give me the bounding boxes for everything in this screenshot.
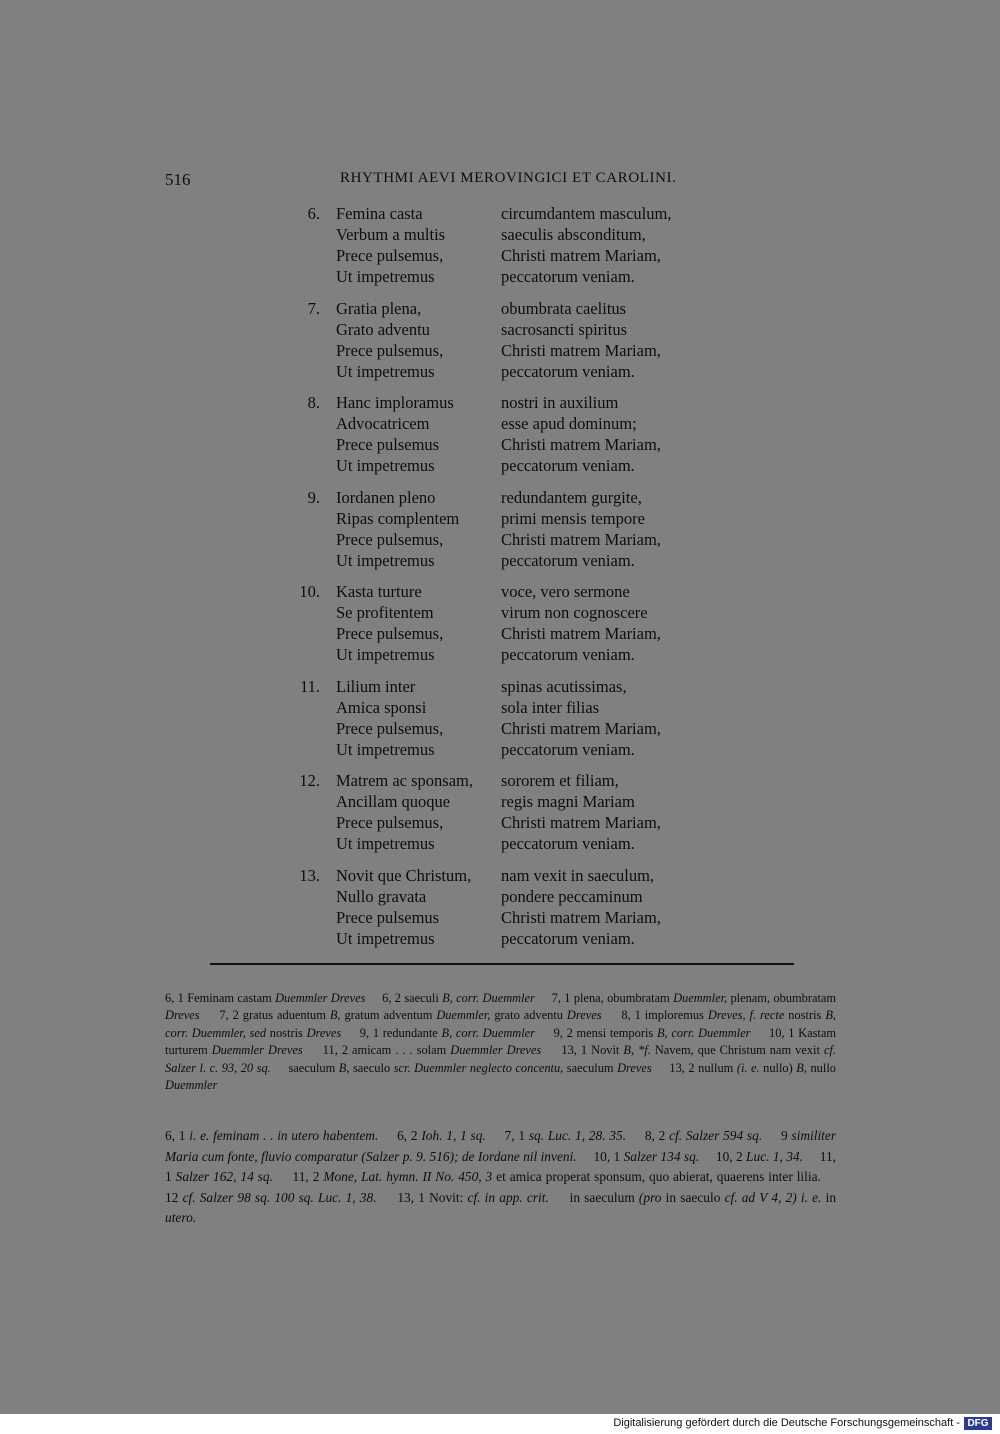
stanza	[290, 581, 760, 665]
verse-line	[290, 907, 760, 928]
verse-line	[290, 487, 760, 508]
verse-first-half: Ut impetremus	[336, 739, 435, 759]
verse-line	[290, 529, 760, 550]
verse-first-half: Grato adventu	[336, 319, 430, 339]
stanza	[290, 203, 760, 287]
verse-second-half: Christi matrem Mariam,	[501, 435, 661, 454]
source-note-segment: Salzer 162, 14 sq.	[175, 1169, 273, 1185]
apparatus-segment: grato adventu	[490, 1008, 567, 1023]
apparatus-segment: Duemmler Dreves	[275, 991, 366, 1005]
verse-second-half: sacrosancti spiritus	[501, 319, 628, 339]
verse-line	[290, 602, 760, 623]
verse-second-half: peccatorum veniam.	[501, 928, 635, 948]
verse-second-half: Christi matrem Mariam,	[501, 246, 661, 265]
verse-line	[290, 718, 760, 739]
verse-line	[290, 392, 760, 413]
stanza	[290, 676, 760, 760]
verse-second-half: peccatorum veniam.	[501, 739, 635, 759]
verse-line	[290, 319, 760, 340]
verse-line	[290, 413, 760, 434]
apparatus-segment: 13, 1 Novit	[541, 1043, 624, 1058]
verse-line	[290, 739, 760, 760]
verse-first-half: Prece pulsemus,	[336, 340, 444, 360]
stanza-number: 10.	[299, 582, 320, 601]
source-note-segment: cf. Salzer 594 sq.	[669, 1128, 763, 1143]
verse-first-half: Lilium inter	[336, 676, 416, 696]
verse-second-half: Christi matrem Mariam,	[501, 907, 661, 927]
source-note-segment: 13, 1 Novit:	[376, 1189, 468, 1205]
source-note-segment: in	[821, 1189, 837, 1205]
verse-first-half: Prece pulsemus,	[336, 718, 444, 738]
verse-second-half: spinas acutissimas,	[501, 676, 627, 696]
verse-second-half: nostri in auxilium	[501, 393, 619, 412]
apparatus-segment: nostris	[784, 1008, 826, 1023]
source-note-segment: 11, 2	[272, 1169, 324, 1185]
verse-second-half: Christi matrem Mariam,	[501, 813, 661, 832]
verse-line	[290, 298, 760, 319]
apparatus-segment: Duemmler	[165, 1078, 218, 1093]
source-note-segment: cf. ad V 4, 2) i. e.	[724, 1189, 822, 1205]
apparatus-segment: Duemmler,	[673, 991, 728, 1005]
stanza-number: 9.	[307, 487, 320, 507]
verse-second-half: peccatorum veniam.	[501, 456, 635, 475]
source-note-segment: 6, 2	[378, 1128, 422, 1143]
apparatus-segment: nullo)	[759, 1060, 797, 1075]
verse-line	[290, 455, 760, 476]
verse-first-half: Hanc imploramus	[336, 393, 454, 412]
verse-first-half: Novit que Christum,	[336, 865, 472, 885]
apparatus-segment: Duemmler Dreves	[450, 1043, 542, 1058]
verse-line	[290, 928, 760, 949]
verse-first-half: Kasta turture	[336, 582, 422, 601]
verse-first-half: Ut impetremus	[336, 928, 435, 948]
footer-credit: Digitalisierung gefördert durch die Deutsche Forschungsgemeinschaft -	[613, 1417, 960, 1429]
footer-bar	[0, 1414, 1000, 1434]
verse-second-half: obumbrata caelitus	[501, 298, 627, 318]
verse-first-half: Prece pulsemus,	[336, 813, 444, 832]
verse-second-half: regis magni Mariam	[501, 792, 635, 811]
verse-second-half: sororem et filiam,	[501, 771, 619, 790]
verse-first-half: Ut impetremus	[336, 834, 435, 853]
critical-apparatus	[165, 990, 836, 1094]
stanza	[290, 487, 760, 571]
verse-line	[290, 644, 760, 665]
apparatus-segment: Duemmler Dreves	[211, 1043, 303, 1058]
source-note-segment: similiter Maria cum fonte, fluvio comparatur (Salzer p. 9. 516); de Iordane nil inveni.	[165, 1128, 837, 1164]
source-note-segment: 11, 1	[165, 1148, 836, 1185]
verse-first-half: Amica sponsi	[336, 697, 427, 717]
apparatus-segment: 9, 1 redundante	[341, 1025, 442, 1040]
apparatus-segment: 8, 1 imploremus	[601, 1008, 708, 1023]
verse-second-half: peccatorum veniam.	[501, 834, 635, 853]
verse-line	[290, 361, 760, 382]
verse-line	[290, 508, 760, 529]
stanza-number: 11.	[299, 676, 320, 696]
verse-first-half: Prece pulsemus,	[336, 246, 444, 265]
verse-second-half: nam vexit in saeculum,	[501, 865, 655, 885]
apparatus-segment: 7, 2 gratus aduentum	[199, 1008, 330, 1023]
verse-line	[290, 623, 760, 644]
verse-line	[290, 581, 760, 602]
verse-first-half: Prece pulsemus,	[336, 529, 444, 549]
source-note-segment: et amica properat sponsum, quo abierat, quaerens inter lilia.	[492, 1169, 821, 1185]
apparatus-segment: B,	[338, 1060, 350, 1075]
stanza	[290, 392, 760, 476]
verse-line	[290, 886, 760, 907]
source-note-segment: 6, 1	[165, 1128, 190, 1143]
stanza-number: 13.	[299, 865, 320, 885]
apparatus-segment: gratum adventum	[340, 1008, 437, 1023]
verse-second-half: peccatorum veniam.	[501, 267, 635, 286]
apparatus-segment: Dreves	[566, 1008, 602, 1023]
verse-first-half: Verbum a multis	[336, 225, 446, 244]
source-note-segment: Mone, Lat. hymn. II No. 450, 3	[323, 1169, 493, 1185]
verse-second-half: sola inter filias	[501, 697, 600, 717]
stanza	[290, 770, 760, 854]
source-note-segment: 9	[762, 1128, 792, 1143]
verse-first-half: Ut impetremus	[336, 361, 435, 381]
source-note-segment: (pro	[638, 1189, 662, 1205]
verse-second-half: esse apud dominum;	[501, 414, 637, 433]
apparatus-segment: B,	[329, 1008, 341, 1023]
apparatus-segment: plenam, obumbratam	[727, 991, 837, 1005]
apparatus-segment: 13, 2 nullum	[651, 1060, 737, 1075]
verse-line	[290, 676, 760, 697]
verse-line	[290, 833, 760, 854]
verse-line	[290, 245, 760, 266]
verse-first-half: Nullo gravata	[336, 886, 427, 906]
verse-second-half: redundantem gurgite,	[501, 487, 642, 507]
apparatus-segment: B, corr. Duemmler	[656, 1025, 751, 1040]
verse-first-half: Ancillam quoque	[336, 792, 451, 811]
source-note-segment: 12	[165, 1169, 836, 1205]
apparatus-segment: cf. Salzer l. c. 93, 20 sq.	[165, 1043, 837, 1075]
apparatus-segment: 11, 2 amicam . . . solam	[302, 1043, 451, 1058]
apparatus-segment: Navem, que Christum nam vexit	[650, 1043, 824, 1058]
verse-first-half: Matrem ac sponsam,	[336, 771, 474, 790]
verse-line	[290, 791, 760, 812]
apparatus-segment: B, *f.	[623, 1043, 651, 1058]
verse-first-half: Gratia plena,	[336, 298, 422, 318]
verse-line	[290, 224, 760, 245]
apparatus-segment: B, corr. Duemmler	[441, 1025, 535, 1040]
running-title: RHYTHMI AEVI MEROVINGICI ET CAROLINI.	[340, 170, 677, 186]
stanza	[290, 865, 760, 949]
verse-second-half: circumdantem masculum,	[501, 204, 672, 223]
source-note-segment: Salzer 134 sq.	[623, 1148, 700, 1164]
source-note-segment: 7, 1	[485, 1128, 529, 1143]
verse-second-half: pondere peccaminum	[501, 886, 643, 906]
verse-line	[290, 865, 760, 886]
source-note-segment: sq. Luc. 1, 28. 35.	[528, 1128, 627, 1143]
apparatus-segment: Dreves	[165, 1008, 200, 1023]
verse-line	[290, 340, 760, 361]
stanza-number: 12.	[299, 771, 320, 790]
source-note-segment: utero.	[165, 1210, 197, 1226]
verse-first-half: Ripas complentem	[336, 508, 460, 528]
verse-line	[290, 550, 760, 571]
apparatus-segment: 10, 1 Kastam turturem	[165, 1025, 837, 1058]
source-note-segment: Luc. 1, 34.	[746, 1148, 803, 1164]
source-note-segment: i. e. feminam . . in utero habentem.	[189, 1128, 379, 1143]
source-note-segment: 10, 1	[576, 1148, 624, 1164]
apparatus-segment: saeculum	[563, 1060, 618, 1075]
verse-first-half: Se profitentem	[336, 603, 434, 622]
apparatus-segment: 6, 2 saeculi	[365, 991, 443, 1005]
verse-first-half: Ut impetremus	[336, 267, 435, 286]
apparatus-segment: scr. Duemmler neglecto concentu,	[393, 1060, 564, 1075]
verse-second-half: voce, vero sermone	[501, 582, 630, 601]
apparatus-segment: Dreves	[306, 1025, 342, 1040]
dfg-logo: DFG	[964, 1417, 992, 1430]
verse-second-half: saeculis absconditum,	[501, 225, 646, 244]
footnote-rule	[210, 963, 794, 965]
verse-first-half: Prece pulsemus	[336, 907, 440, 927]
verse-first-half: Femina casta	[336, 204, 423, 223]
stanza-number: 7.	[307, 298, 320, 318]
verse-second-half: peccatorum veniam.	[501, 550, 635, 570]
page-number: 516	[165, 170, 191, 189]
verse-first-half: Ut impetremus	[336, 550, 435, 570]
source-note-segment: 10, 2	[699, 1148, 747, 1164]
verse-first-half: Ut impetremus	[336, 645, 435, 664]
stanza	[290, 298, 760, 382]
verse-second-half: Christi matrem Mariam,	[501, 340, 661, 360]
verse-line	[290, 266, 760, 287]
verse-first-half: Advocatricem	[336, 414, 430, 433]
verse-second-half: Christi matrem Mariam,	[501, 718, 661, 738]
apparatus-segment: nostris	[266, 1025, 307, 1040]
verse-line	[290, 770, 760, 791]
apparatus-segment: 7, 1 plena, obumbratam	[534, 991, 674, 1005]
stanza-number: 8.	[307, 393, 320, 412]
verse-line	[290, 697, 760, 718]
apparatus-segment: B,	[796, 1060, 807, 1075]
apparatus-segment: saeculo	[349, 1060, 394, 1075]
verse-line	[290, 812, 760, 833]
source-note-segment: cf. Salzer 98 sq. 100 sq. Luc. 1, 38.	[182, 1189, 377, 1205]
source-note-segment: in saeculo	[661, 1189, 725, 1205]
verse-second-half: primi mensis tempore	[501, 508, 645, 528]
verse-second-half: Christi matrem Mariam,	[501, 529, 661, 549]
verse-first-half: Iordanen pleno	[336, 487, 436, 507]
source-notes	[165, 1126, 836, 1229]
apparatus-segment: saeculum	[270, 1060, 339, 1075]
verse-second-half: virum non cognoscere	[501, 603, 648, 622]
apparatus-segment: 6, 1 Feminam castam	[165, 991, 276, 1005]
verse-line	[290, 203, 760, 224]
verse-line	[290, 434, 760, 455]
source-note-segment: Ioh. 1, 1 sq.	[421, 1128, 486, 1143]
source-note-segment: 8, 2	[626, 1128, 670, 1143]
apparatus-segment: nullo	[806, 1060, 836, 1075]
apparatus-segment: Dreves	[617, 1060, 652, 1075]
apparatus-segment: B, corr. Duemmler, sed	[165, 1008, 836, 1040]
verse-second-half: peccatorum veniam.	[501, 645, 635, 664]
stanza-number: 6.	[307, 204, 320, 223]
verse-first-half: Ut impetremus	[336, 456, 435, 475]
source-note-segment: in saeculum	[548, 1189, 639, 1205]
verse-first-half: Prece pulsemus	[336, 435, 440, 454]
poem-stanzas	[290, 203, 760, 959]
apparatus-segment: Duemmler,	[436, 1008, 491, 1023]
verse-second-half: Christi matrem Mariam,	[501, 624, 661, 643]
verse-second-half: peccatorum veniam.	[501, 361, 635, 381]
source-note-segment: cf. in app. crit.	[467, 1189, 549, 1205]
apparatus-segment: B, corr. Duemmler	[442, 991, 535, 1005]
apparatus-segment: Dreves, f. recte	[707, 1008, 785, 1023]
apparatus-segment: 9, 2 mensi temporis	[535, 1025, 657, 1040]
apparatus-segment: (i. e.	[736, 1060, 760, 1075]
verse-first-half: Prece pulsemus,	[336, 624, 444, 643]
